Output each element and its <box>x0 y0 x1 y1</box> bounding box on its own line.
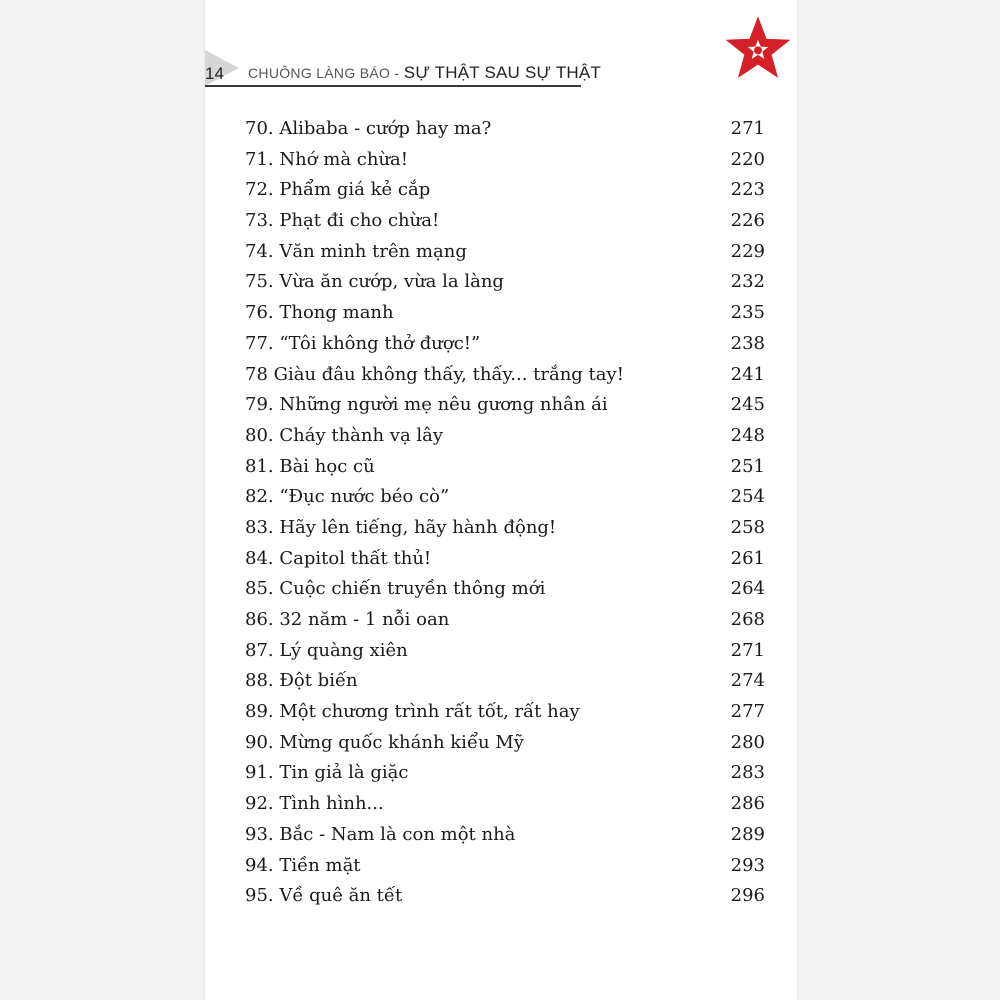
toc-entry <box>245 820 765 851</box>
toc-entry-title: 95. Về quê ăn tết <box>245 885 403 907</box>
toc-entry-title: 94. Tiền mặt <box>245 854 361 876</box>
toc-entry-page: 251 <box>730 455 765 477</box>
running-title-book: SỰ THẬT SAU SỰ THẬT <box>403 63 602 82</box>
running-title <box>248 63 601 83</box>
toc-entry <box>245 114 765 145</box>
toc-entry-page: 289 <box>730 823 765 845</box>
toc-entry-title: 78 Giàu đâu không thấy, thấy... trắng tay! <box>245 363 624 385</box>
toc-entry-page: 254 <box>730 486 765 508</box>
toc-entry-title: 89. Một chương trình rất tốt, rất hay <box>245 701 580 723</box>
toc-entry-page: 261 <box>730 547 765 569</box>
toc-entry <box>245 482 765 513</box>
toc-entry <box>245 145 765 176</box>
toc-entry-page: 226 <box>730 210 765 232</box>
toc-entry <box>245 267 765 298</box>
toc-entry-page: 264 <box>730 578 765 600</box>
toc-entry-title: 84. Capitol thất thủ! <box>245 547 432 569</box>
logo-center <box>754 46 762 54</box>
toc-entry-page: 220 <box>730 148 765 170</box>
book-page <box>205 0 797 1000</box>
toc-entry-title: 92. Tình hình... <box>245 793 384 815</box>
toc-entry-title: 91. Tin giả là giặc <box>245 762 409 784</box>
red-star-publisher-logo-icon <box>725 16 791 82</box>
toc-entry <box>245 452 765 483</box>
toc-entry-title: 74. Văn minh trên mạng <box>245 240 467 262</box>
toc-entry <box>245 574 765 605</box>
toc-entry-title: 80. Cháy thành vạ lây <box>245 424 444 446</box>
toc-entry-title: 88. Đột biến <box>245 670 358 692</box>
toc-entry-page: 271 <box>730 639 765 661</box>
toc-entry-page: 223 <box>730 179 765 201</box>
toc-entry-page: 280 <box>730 731 765 753</box>
header-rule <box>205 85 581 87</box>
toc-entry-title: 87. Lý quàng xiên <box>245 639 408 661</box>
toc-entry-page: 258 <box>730 516 765 538</box>
toc-entry-title: 79. Những người mẹ nêu gương nhân ái <box>245 394 608 416</box>
toc-entry-page: 283 <box>730 762 765 784</box>
toc-entry-title: 77. “Tôi không thở được!” <box>245 332 481 354</box>
toc-entry <box>245 390 765 421</box>
toc-entry-page: 238 <box>730 332 765 354</box>
table-of-contents <box>245 114 765 912</box>
toc-entry-title: 75. Vừa ăn cướp, vừa la làng <box>245 271 504 293</box>
toc-entry <box>245 360 765 391</box>
toc-entry-title: 82. “Đục nước béo cò” <box>245 486 450 508</box>
toc-entry-page: 232 <box>730 271 765 293</box>
toc-entry <box>245 513 765 544</box>
toc-entry-page: 235 <box>730 302 765 324</box>
toc-entry <box>245 789 765 820</box>
toc-entry <box>245 666 765 697</box>
toc-entry-title: 83. Hãy lên tiếng, hãy hành động! <box>245 516 557 538</box>
toc-entry-page: 274 <box>730 670 765 692</box>
toc-entry-page: 271 <box>730 118 765 139</box>
toc-entry <box>245 851 765 882</box>
toc-entry-page: 241 <box>730 363 765 385</box>
page-header <box>205 0 797 100</box>
toc-entry-page: 245 <box>730 394 765 416</box>
toc-entry-title: 70. Alibaba - cướp hay ma? <box>245 118 492 139</box>
toc-entry-title: 73. Phạt đi cho chừa! <box>245 210 440 232</box>
toc-entry <box>245 605 765 636</box>
toc-entry <box>245 636 765 667</box>
toc-entry <box>245 728 765 759</box>
toc-entry-title: 90. Mừng quốc khánh kiểu Mỹ <box>245 731 524 753</box>
toc-entry <box>245 697 765 728</box>
running-title-series: CHUÔNG LÀNG BÁO - <box>248 65 400 81</box>
toc-entry-page: 293 <box>730 854 765 876</box>
toc-entry-page: 268 <box>730 609 765 630</box>
toc-entry <box>245 206 765 237</box>
toc-entry-title: 85. Cuộc chiến truyền thông mới <box>245 578 546 600</box>
toc-entry-title: 71. Nhớ mà chừa! <box>245 148 409 170</box>
toc-entry <box>245 175 765 206</box>
toc-entry-page: 229 <box>730 240 765 262</box>
toc-entry <box>245 881 765 912</box>
toc-entry-title: 93. Bắc - Nam là con một nhà <box>245 823 516 845</box>
toc-entry-page: 296 <box>730 885 765 907</box>
toc-entry-title: 72. Phẩm giá kẻ cắp <box>245 179 431 201</box>
toc-entry <box>245 298 765 329</box>
toc-entry-title: 86. 32 năm - 1 nỗi oan <box>245 609 450 630</box>
toc-entry-page: 248 <box>730 424 765 446</box>
toc-entry <box>245 421 765 452</box>
toc-entry-page: 277 <box>730 701 765 723</box>
toc-entry <box>245 237 765 268</box>
toc-entry <box>245 544 765 575</box>
toc-entry-title: 76. Thong manh <box>245 302 394 324</box>
toc-entry-page: 286 <box>730 793 765 815</box>
toc-entry-title: 81. Bài học cũ <box>245 455 375 477</box>
page-number: 14 <box>205 64 224 83</box>
toc-entry <box>245 758 765 789</box>
toc-entry <box>245 329 765 360</box>
